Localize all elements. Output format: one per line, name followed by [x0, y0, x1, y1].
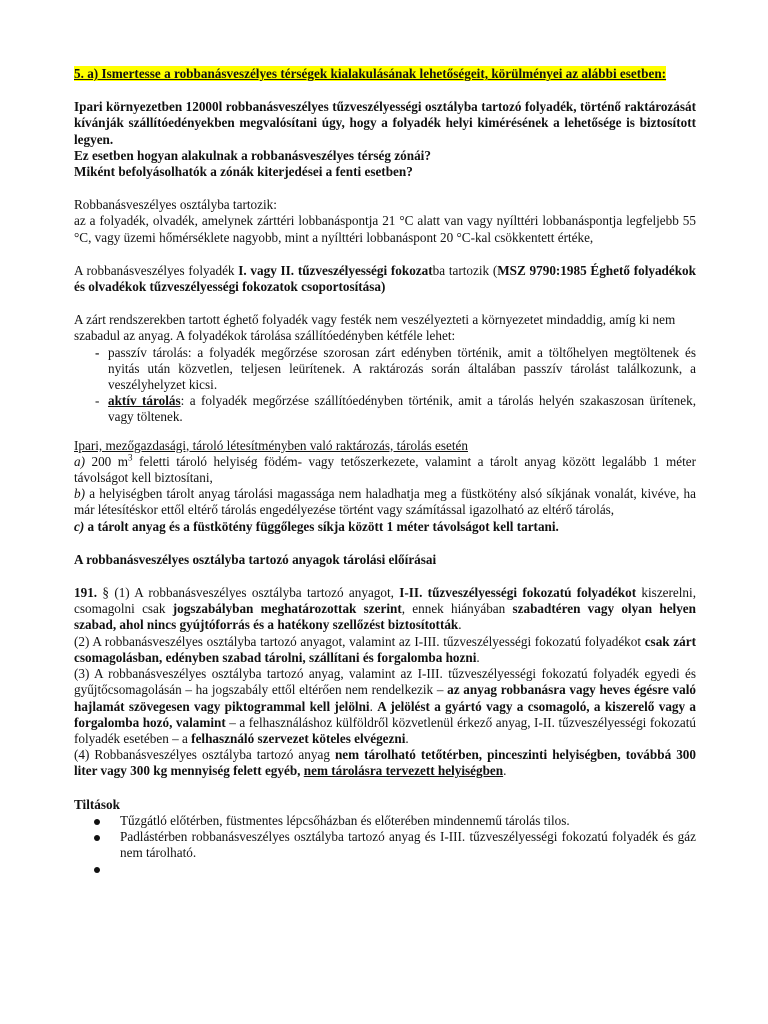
storage-types-list: [74, 345, 696, 426]
document-page: [74, 66, 696, 877]
list-item: [74, 813, 696, 829]
list-item: [74, 829, 696, 861]
rule-1-text-b: I-II. tűzveszélyességi fokozatú folyadékot: [399, 585, 637, 601]
list-item-active: [74, 393, 696, 425]
rule-3-text-c: .: [369, 698, 378, 714]
dash-marker: -: [95, 344, 100, 360]
bullet-icon: [94, 867, 100, 873]
item-a-text-1: 200 m: [85, 453, 129, 469]
prohibitions-list: [74, 813, 696, 878]
category-paragraph: [74, 263, 696, 295]
rule-2-text-a: (2) A robbanásveszélyes osztályba tartozó anyagot, valamint az I-III. tűzveszélyességi fokozatú folyadékot: [74, 633, 645, 649]
category-standard: MSZ 9790:1985 Éghető folyadékok és olvadékok tűzveszélyességi fokozatok csoportosítása): [74, 262, 696, 295]
dash-marker: -: [95, 393, 100, 409]
prohibitions-title: Tiltások: [74, 796, 120, 812]
section-number: 191.: [74, 585, 98, 601]
heading-highlight: 5. a) Ismertesse a robbanásveszélyes térségek kialakulásának lehetőségeit, körülményei az alábbi esetben:: [74, 66, 667, 81]
active-storage-text: : a folyadék megőrzése szállítóedényben történik, amit a tárolás helyén szakaszosan ürítenek, vagy töltenek.: [108, 393, 696, 425]
rule-paragraph-4: [74, 747, 696, 779]
passive-storage-text: passzív tárolás: a folyadék megőrzése szorosan zárt edényben történik, amit a töltőhelyen megtöltenek és nyitás után közvetlen, teljesen leürítenek. A raktározás során általában passzív tárolást találkozunk, a veszélyhelyzet kicsi.: [108, 344, 696, 393]
industrial-title: Ipari, mezőgazdasági, tároló létesítményben való raktározás, tárolás esetén: [74, 437, 468, 453]
category-grade: I. vagy II. tűzveszélyességi fokozat: [238, 262, 433, 278]
rule-1-text-a: § (1) A robbanásveszélyes osztályba tartozó anyagot,: [97, 585, 400, 601]
rule-2-text-b: csak zárt csomagolásban, edényben szabad tárolni, szállítani és forgalomba hozni: [74, 633, 696, 665]
rule-paragraph-1: [74, 585, 696, 634]
rule-1-text-f: szabadtéren vagy olyan helyen szabad, ahol nincs gyújtóforrás és a hatékony szellőzést biztosították: [74, 601, 696, 633]
classification-intro: Robbanásveszélyes osztályba tartozik:: [74, 197, 277, 213]
rule-4-text-c: nem tárolásra tervezett helyiségben: [303, 763, 504, 779]
rule-paragraph-2: [74, 634, 696, 666]
rule-4-text-a: (4) Robbanásveszélyes osztályba tartozó anyag: [74, 747, 335, 763]
rule-3-text-g: .: [405, 730, 409, 746]
rule-paragraph-3: [74, 666, 696, 747]
rule-1-text-d: jogszabályban meghatározottak szerint: [172, 601, 402, 617]
industrial-item-a: [74, 454, 696, 486]
item-b-label: b): [74, 486, 85, 502]
prohibition-text: Tűzgátló előtérben, füstmentes lépcsőházban és előterében mindennemű tárolás tilos.: [120, 812, 570, 828]
industrial-item-c: [74, 519, 696, 535]
item-b-text: a helyiségben tárolt anyag tárolási magassága nem haladhatja meg a füstkötény alsó síkjának vonalát, kivéve, ha már létesítéskor ettől eltérő tárolás engedélyezése történt vagy számítással igazolható az eltérő tárolás,: [74, 486, 696, 518]
rule-2-text-c: .: [476, 649, 480, 665]
storage-intro: A zárt rendszerekben tartott éghető folyadék vagy festék nem veszélyezteti a környezetet mindaddig, amíg ki nem szabadul az anyag. A folyadékok tárolása szállítóedényben kétféle lehet:: [74, 312, 676, 344]
question-heading: [74, 66, 696, 82]
scenario-question-extent: Miként befolyásolhatók a zónák kiterjedései a fenti esetben?: [74, 164, 413, 180]
rule-4-text-d: .: [503, 763, 507, 779]
prohibition-text: Padlástérben robbanásveszélyes osztályba tartozó anyag és I-III. tűzveszélyességi fokozatú folyadék és gáz nem tárolható.: [120, 828, 696, 861]
list-item-passive: [74, 345, 696, 394]
category-text-3: ba tartozik (: [432, 262, 498, 278]
scenario-question-zones: Ez esetben hogyan alakulnak a robbanásveszélyes térség zónái?: [74, 147, 431, 163]
active-storage-label: aktív tárolás: [108, 393, 181, 409]
industrial-item-b: [74, 486, 696, 518]
rule-3-text-e: – a felhasználáshoz külföldről közvetlenül érkező anyag, I-II. tűzveszélyességi fokozatú folyadék esetében – a: [74, 714, 696, 746]
scenario-text: Ipari környezetben 12000l robbanásveszélyes tűzveszélyességi osztályba tartozó folyadék, történő raktározását kívánják szállítóedényekben megvalósítani úgy, hogy a folyadék helyi kimérésének a lehetősége is biztosított legyen.: [74, 99, 696, 147]
bullet-icon: [94, 819, 100, 825]
category-text-1: A robbanásveszélyes folyadék: [74, 262, 239, 278]
rule-1-text-e: , ennek hiányában: [401, 601, 513, 617]
rule-3-text-a: (3) A robbanásveszélyes osztályba tartozó anyag, valamint az I-III. tűzveszélyességi fokozatú folyadék egyedi és gyűjtőcsomagolásán – ha jogszabály ettől eltérően nem rendelkezik –: [74, 666, 696, 698]
rules-title: A robbanásveszélyes osztályba tartozó anyagok tárolási előírásai: [74, 551, 437, 567]
rule-4-text-b: nem tárolható tetőtérben, pinceszinti helyiségben, továbbá 300 liter vagy 300 kg mennyiség felett egyéb,: [74, 747, 696, 779]
rule-3-text-d: A jelölést a gyártó vagy a csomagoló, a kiszerelő vagy a forgalomba hozó, valamint: [74, 698, 697, 730]
rule-3-text-f: felhasználó szervezet köteles elvégezni: [191, 730, 406, 746]
rule-1-text-c: kiszerelni, csomagolni csak: [74, 585, 696, 617]
item-c-text: a tárolt anyag és a füstkötény függőleges síkja között 1 méter távolságot kell tartani.: [84, 518, 559, 534]
rule-3-text-b: az anyag robbanásra vagy heves égésre való hajlamát szövegesen vagy piktogrammal kell jelölni: [74, 682, 696, 714]
bullet-icon: [94, 835, 100, 841]
item-a-label: a): [74, 453, 85, 469]
rule-1-text-g: .: [458, 617, 462, 633]
item-c-label: c): [74, 518, 85, 534]
item-a-superscript: 3: [128, 452, 133, 463]
classification-body: az a folyadék, olvadék, amelynek zárttéri lobbanáspontja 21 °C alatt van vagy nyílttéri lobbanáspontja legfeljebb 55 °C, vagy üzemi hőmérséklete nagyobb, mint a nyílttéri lobbanáspont 20 °C-kal csökkentett értéke,: [74, 213, 696, 245]
list-item: [74, 861, 696, 877]
item-a-text-2: feletti tároló helyiség födém- vagy tetőszerkezete, valamint a tárolt anyag között legalább 1 méter távolságot kell biztosítani,: [74, 453, 696, 486]
